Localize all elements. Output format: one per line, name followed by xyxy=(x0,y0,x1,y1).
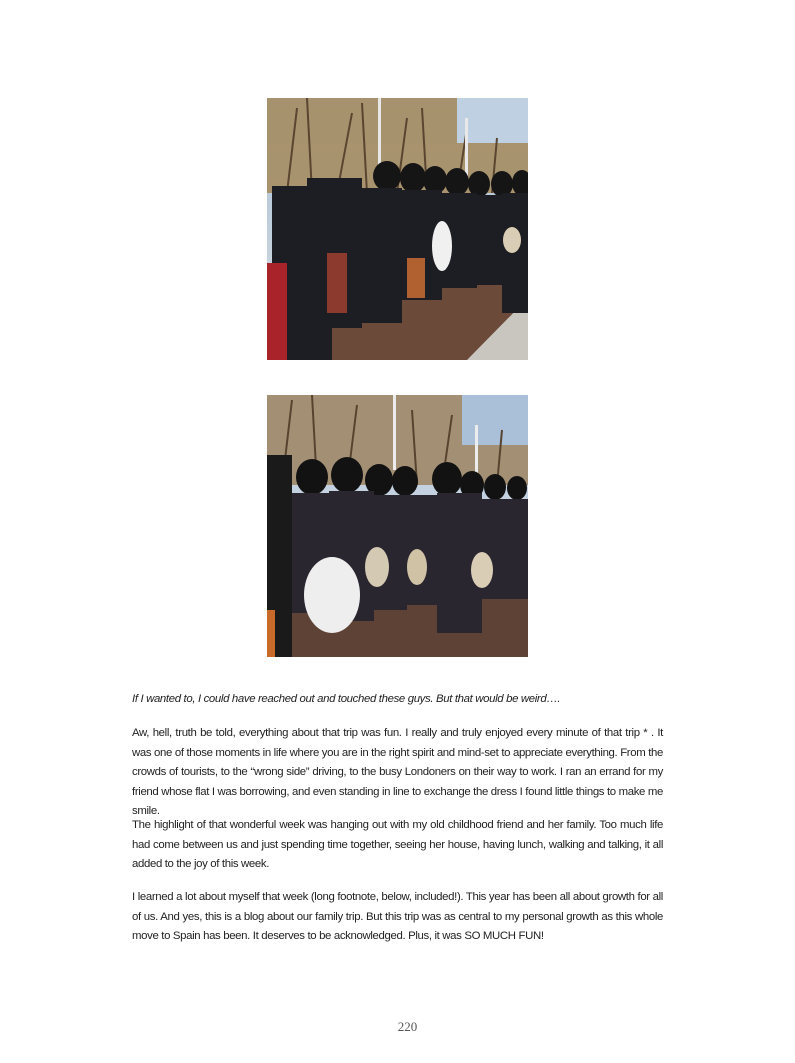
paragraph-text: The highlight of that wonderful week was hanging out with my old childhood friend and her family. Too much life had come between us and just spending time together, seeing her house, having lunch, walking and talking, it all added to the joy of this week. xyxy=(132,819,663,870)
paragraph-text: I learned a lot about myself that week (long footnote, below, included!). This year has been all about growth for all of us. And yes, this is a blog about our family trip. But this trip was as central to my personal growth as this whole move to Spain has been. It deserves to be acknowledged. Plus, it was SO MUCH FUN! xyxy=(132,891,663,942)
caption-text: If I wanted to, I could have reached out and touched these guys. But that would be weird…. xyxy=(132,693,561,705)
parade-photo-2 xyxy=(267,395,528,657)
photo-caption xyxy=(132,690,663,710)
body-paragraph-2 xyxy=(132,816,663,875)
body-paragraph-3 xyxy=(132,888,663,947)
parade-photo-1 xyxy=(267,98,528,360)
paragraph-text: Aw, hell, truth be told, everything about that trip was fun. I really and truly enjoyed every minute of that trip * . It was one of those moments in life where you are in the right spirit and mind-set to appreciate everything. From the crowds of tourists, to the “wrong side” driving, to the busy Londoners on their way to work. I ran an errand for my friend whose flat I was borrowing, and even standing in line to exchange the dress I found little things to make me smile. xyxy=(132,727,663,817)
body-paragraph-1 xyxy=(132,724,663,822)
page-number: 220 xyxy=(397,1019,418,1034)
